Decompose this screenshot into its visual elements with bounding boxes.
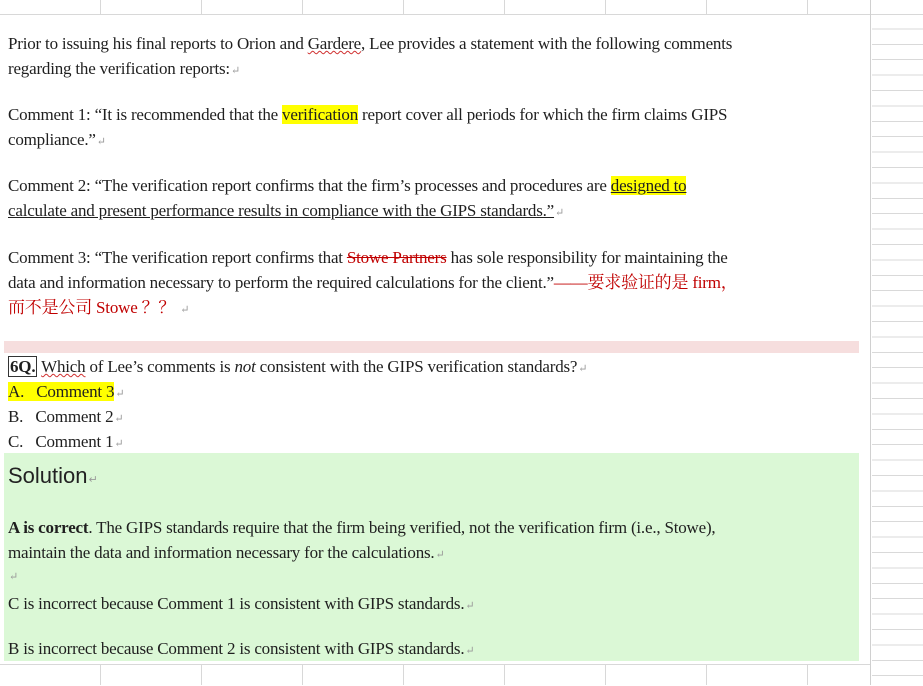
annotation-note: 而不是公司 Stowe ？？ [8, 298, 176, 317]
option-a-highlight [8, 382, 114, 401]
grid-line [201, 0, 202, 14]
right-margin-rules [872, 14, 923, 685]
paragraph-mark: ↵ [230, 65, 240, 77]
option-text: Comment 2 [35, 407, 114, 426]
comment-text: Comment 1: “It is recommended that the [8, 105, 283, 124]
comment-text: data and information necessary to perform the required calculations for the client.” [8, 273, 554, 292]
paragraph-mark: ↵ [114, 438, 124, 450]
comment-text: Comment 2: “The verification report confirms that the firm’s processes and procedures are [8, 176, 611, 195]
grid-line [100, 0, 101, 14]
option-text: Comment 1 [35, 432, 114, 451]
solution-text: B is incorrect because Comment 2 is consistent with GIPS standards. [8, 639, 465, 658]
correct-answer-label: A is correct [8, 518, 89, 537]
grid-line [100, 664, 101, 685]
grid-line [807, 0, 808, 14]
option-b[interactable] [8, 404, 858, 432]
option-letter: C. [8, 432, 24, 451]
paragraph-mark: ↵ [180, 304, 190, 316]
solution-text: . The GIPS standards require that the firm being verified, not the verification firm (i.e., Stowe), [88, 518, 716, 537]
table-right-border [870, 0, 871, 685]
paragraph-mark: ↵ [435, 549, 445, 561]
grid-line [605, 0, 606, 14]
comment-3 [8, 245, 858, 323]
option-letter: B. [8, 407, 24, 426]
option-text: Comment 3 [36, 382, 115, 401]
solution-paragraph-1 [8, 515, 858, 568]
grid-line [706, 0, 707, 14]
comment-text: has sole responsibility for maintaining the [446, 248, 728, 267]
grid-line [807, 664, 808, 685]
table-top-border [0, 0, 923, 15]
highlighted-text: designed to [610, 176, 687, 195]
empty-paragraph [8, 566, 858, 586]
paragraph-mark: ↵ [9, 571, 19, 583]
solution-text: maintain the data and information necessary for the calculations. [8, 543, 435, 562]
solution-text: C is incorrect because Comment 1 is consistent with GIPS standards. [8, 594, 465, 613]
paragraph-mark: ↵ [115, 388, 125, 400]
grid-line [403, 0, 404, 14]
paragraph-mark: ↵ [465, 600, 475, 612]
misspelled-word[interactable]: Gardere [307, 34, 362, 53]
grid-line [504, 0, 505, 14]
paragraph-mark: ↵ [465, 645, 475, 657]
comment-2 [8, 173, 858, 226]
question-text: consistent with the GIPS verification standards? [255, 357, 578, 376]
grid-line [403, 664, 404, 685]
question-emphasis: not [234, 357, 256, 376]
grid-line [504, 664, 505, 685]
intro-text: regarding the verification reports: [8, 59, 230, 78]
grid-line [706, 664, 707, 685]
paragraph-mark: ↵ [88, 474, 98, 486]
intro-text: Prior to issuing his final reports to Orion and [8, 34, 308, 53]
question [8, 354, 858, 382]
table-bottom-border [0, 664, 870, 686]
option-letter: A. [8, 382, 25, 401]
grid-line [605, 664, 606, 685]
grid-line [302, 0, 303, 14]
highlighted-text: verification [282, 105, 358, 124]
solution-paragraph-3 [8, 636, 858, 664]
paragraph-mark: ↵ [96, 136, 106, 148]
solution-paragraph-2 [8, 591, 858, 619]
comment-text: report cover all periods for which the firm claims GIPS [358, 105, 728, 124]
solution-title [8, 462, 98, 494]
struck-text: Stowe Partners [346, 248, 447, 267]
intro-text: , Lee provides a statement with the following comments [361, 34, 733, 53]
comment-1 [8, 102, 858, 155]
paragraph-mark: ↵ [578, 363, 588, 375]
intro-paragraph [8, 31, 858, 84]
grid-line [302, 664, 303, 685]
question-number: 6Q. [10, 357, 36, 376]
separator-bar [4, 341, 859, 353]
question-text[interactable]: Which [41, 357, 86, 376]
annotation-note: ——要求验证的是 firm， [553, 273, 738, 292]
comment-text: compliance.” [8, 130, 96, 149]
paragraph-mark: ↵ [114, 413, 124, 425]
grid-line [201, 664, 202, 685]
paragraph-mark: ↵ [555, 207, 565, 219]
solution-heading: Solution [8, 463, 88, 488]
comment-text: Comment 3: “The verification report confirms that [8, 248, 347, 267]
underlined-text: calculate and present performance results in compliance with the GIPS standards.” [8, 201, 555, 220]
question-text: of Lee’s comments is [85, 357, 235, 376]
option-a[interactable] [8, 379, 858, 407]
